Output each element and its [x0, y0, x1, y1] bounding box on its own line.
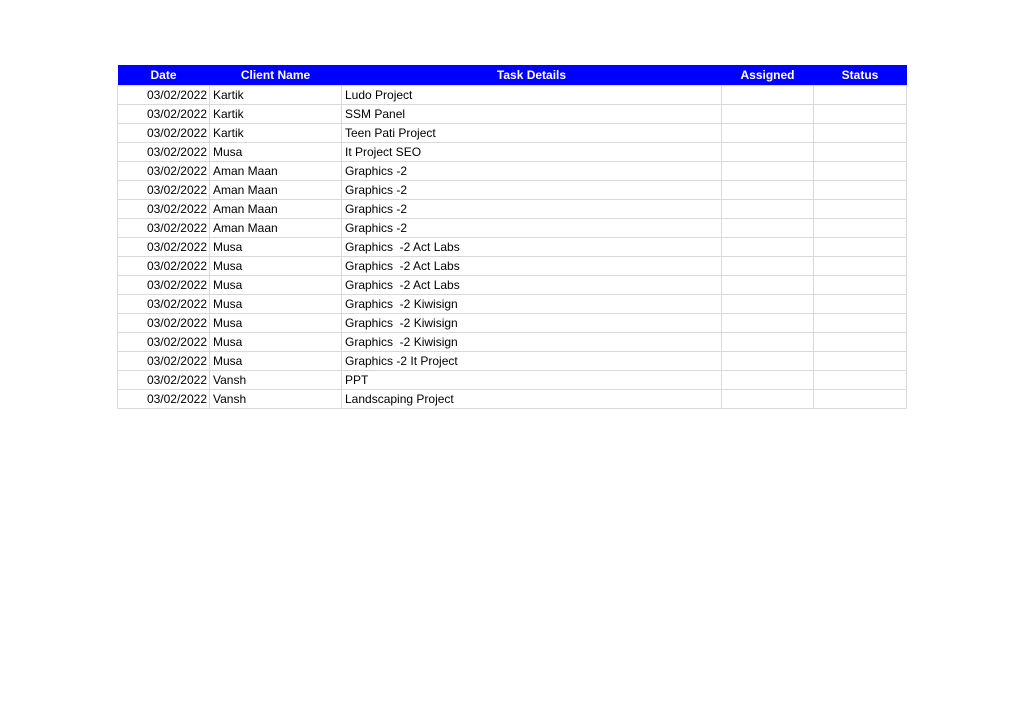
- cell-task-details[interactable]: PPT: [342, 371, 722, 390]
- table-row: [118, 86, 907, 105]
- header-status: Status: [814, 65, 907, 86]
- cell-client-name[interactable]: Vansh: [210, 390, 342, 409]
- cell-task-details[interactable]: Graphics -2 It Project: [342, 352, 722, 371]
- table-row: [118, 219, 907, 238]
- cell-date[interactable]: 03/02/2022: [118, 352, 210, 371]
- cell-assigned[interactable]: [722, 162, 814, 181]
- cell-assigned[interactable]: [722, 200, 814, 219]
- cell-assigned[interactable]: [722, 86, 814, 105]
- cell-assigned[interactable]: [722, 257, 814, 276]
- cell-client-name[interactable]: Kartik: [210, 124, 342, 143]
- cell-status[interactable]: [814, 200, 907, 219]
- cell-date[interactable]: 03/02/2022: [118, 219, 210, 238]
- table-row: [118, 390, 907, 409]
- header-assigned: Assigned: [722, 65, 814, 86]
- cell-assigned[interactable]: [722, 181, 814, 200]
- table-row: [118, 352, 907, 371]
- cell-assigned[interactable]: [722, 143, 814, 162]
- cell-client-name[interactable]: Aman Maan: [210, 162, 342, 181]
- cell-status[interactable]: [814, 162, 907, 181]
- cell-date[interactable]: 03/02/2022: [118, 390, 210, 409]
- cell-status[interactable]: [814, 105, 907, 124]
- cell-status[interactable]: [814, 314, 907, 333]
- cell-status[interactable]: [814, 333, 907, 352]
- cell-client-name[interactable]: Musa: [210, 352, 342, 371]
- cell-client-name[interactable]: Kartik: [210, 105, 342, 124]
- cell-status[interactable]: [814, 276, 907, 295]
- header-task-details: Task Details: [342, 65, 722, 86]
- cell-assigned[interactable]: [722, 238, 814, 257]
- cell-date[interactable]: 03/02/2022: [118, 333, 210, 352]
- cell-task-details[interactable]: Landscaping Project: [342, 390, 722, 409]
- cell-client-name[interactable]: Vansh: [210, 371, 342, 390]
- header-row: [118, 65, 907, 86]
- cell-assigned[interactable]: [722, 314, 814, 333]
- cell-task-details[interactable]: Graphics -2 Kiwisign: [342, 333, 722, 352]
- cell-date[interactable]: 03/02/2022: [118, 314, 210, 333]
- cell-assigned[interactable]: [722, 124, 814, 143]
- cell-client-name[interactable]: Kartik: [210, 86, 342, 105]
- cell-assigned[interactable]: [722, 105, 814, 124]
- table-row: [118, 314, 907, 333]
- cell-date[interactable]: 03/02/2022: [118, 276, 210, 295]
- cell-client-name[interactable]: Musa: [210, 257, 342, 276]
- header-date: Date: [118, 65, 210, 86]
- cell-date[interactable]: 03/02/2022: [118, 181, 210, 200]
- table-row: [118, 181, 907, 200]
- cell-status[interactable]: [814, 143, 907, 162]
- cell-status[interactable]: [814, 295, 907, 314]
- cell-status[interactable]: [814, 124, 907, 143]
- table-row: [118, 105, 907, 124]
- cell-task-details[interactable]: Graphics -2 Kiwisign: [342, 314, 722, 333]
- cell-status[interactable]: [814, 238, 907, 257]
- table-row: [118, 124, 907, 143]
- table-body: [118, 86, 907, 409]
- cell-client-name[interactable]: Aman Maan: [210, 181, 342, 200]
- cell-task-details[interactable]: Teen Pati Project: [342, 124, 722, 143]
- cell-assigned[interactable]: [722, 333, 814, 352]
- cell-assigned[interactable]: [722, 219, 814, 238]
- table-row: [118, 276, 907, 295]
- cell-status[interactable]: [814, 86, 907, 105]
- cell-date[interactable]: 03/02/2022: [118, 105, 210, 124]
- cell-task-details[interactable]: Graphics -2 Act Labs: [342, 276, 722, 295]
- cell-status[interactable]: [814, 390, 907, 409]
- table-row: [118, 333, 907, 352]
- cell-status[interactable]: [814, 352, 907, 371]
- cell-client-name[interactable]: Aman Maan: [210, 219, 342, 238]
- cell-task-details[interactable]: Graphics -2: [342, 200, 722, 219]
- cell-task-details[interactable]: It Project SEO: [342, 143, 722, 162]
- cell-date[interactable]: 03/02/2022: [118, 371, 210, 390]
- cell-date[interactable]: 03/02/2022: [118, 200, 210, 219]
- table-row: [118, 143, 907, 162]
- table-row: [118, 371, 907, 390]
- table-row: [118, 162, 907, 181]
- cell-task-details[interactable]: Graphics -2 Act Labs: [342, 257, 722, 276]
- cell-status[interactable]: [814, 257, 907, 276]
- cell-task-details[interactable]: Ludo Project: [342, 86, 722, 105]
- cell-task-details[interactable]: Graphics -2 Act Labs: [342, 238, 722, 257]
- cell-client-name[interactable]: Musa: [210, 295, 342, 314]
- cell-task-details[interactable]: Graphics -2: [342, 162, 722, 181]
- table-header: [118, 65, 907, 86]
- cell-assigned[interactable]: [722, 276, 814, 295]
- cell-date[interactable]: 03/02/2022: [118, 257, 210, 276]
- cell-task-details[interactable]: Graphics -2 Kiwisign: [342, 295, 722, 314]
- cell-date[interactable]: 03/02/2022: [118, 238, 210, 257]
- table-row: [118, 200, 907, 219]
- cell-assigned[interactable]: [722, 371, 814, 390]
- cell-client-name[interactable]: Musa: [210, 238, 342, 257]
- cell-status[interactable]: [814, 219, 907, 238]
- cell-task-details[interactable]: Graphics -2: [342, 181, 722, 200]
- cell-client-name[interactable]: Musa: [210, 276, 342, 295]
- cell-status[interactable]: [814, 181, 907, 200]
- cell-assigned[interactable]: [722, 352, 814, 371]
- table-row: [118, 238, 907, 257]
- cell-client-name[interactable]: Musa: [210, 333, 342, 352]
- cell-date[interactable]: 03/02/2022: [118, 295, 210, 314]
- cell-client-name[interactable]: Musa: [210, 314, 342, 333]
- cell-client-name[interactable]: Aman Maan: [210, 200, 342, 219]
- cell-assigned[interactable]: [722, 295, 814, 314]
- cell-task-details[interactable]: Graphics -2: [342, 219, 722, 238]
- cell-client-name[interactable]: Musa: [210, 143, 342, 162]
- cell-date[interactable]: 03/02/2022: [118, 124, 210, 143]
- cell-status[interactable]: [814, 371, 907, 390]
- cell-assigned[interactable]: [722, 390, 814, 409]
- cell-date[interactable]: 03/02/2022: [118, 86, 210, 105]
- cell-date[interactable]: 03/02/2022: [118, 143, 210, 162]
- task-table: [117, 65, 907, 409]
- cell-task-details[interactable]: SSM Panel: [342, 105, 722, 124]
- table-row: [118, 295, 907, 314]
- table-row: [118, 257, 907, 276]
- cell-date[interactable]: 03/02/2022: [118, 162, 210, 181]
- header-client-name: Client Name: [210, 65, 342, 86]
